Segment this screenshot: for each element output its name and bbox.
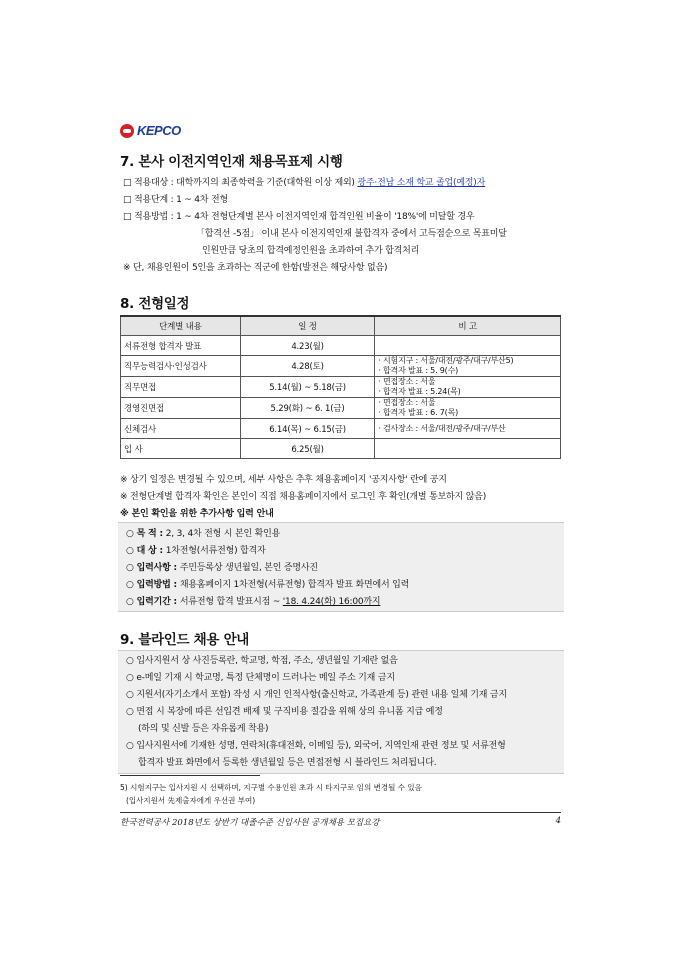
table-row — [121, 439, 561, 459]
section-8-title: 8. 전형일정 — [120, 296, 190, 312]
note-cell — [375, 356, 561, 377]
date-cell: 5.14(월) ~ 5.18(금) — [240, 377, 375, 398]
kepco-logo-icon — [120, 124, 134, 138]
schedule-table — [120, 315, 561, 459]
sec7-line-method: □ 적용방법 : 1 ~ 4차 전형단계별 본사 이전지역인재 합격인원 비율이 '18%'에 미달할 경우 — [123, 212, 475, 222]
sec8-note-1: ※ 상기 일정은 변경될 수 있으며, 세부 사항은 추후 채용홈페이지 '공지사항' 란에 공지 — [120, 475, 447, 485]
sec7-target-label: □ 적용대상 : 대학까지의 최종학력을 기준(대학원 이상 제외) — [123, 178, 358, 188]
section-7-title: 7. 본사 이전지역인재 채용목표제 시행 — [120, 154, 343, 170]
stage-cell: 입 사 — [121, 439, 241, 459]
sec7-line-method-2: 「합격선 -5점」 이내 본사 이전지역인재 불합격자 중에서 고득점순으로 목표미달 — [196, 229, 507, 239]
stage-cell: 신체검사 — [121, 419, 241, 439]
box-label: ○ 대 상 : — [126, 546, 166, 556]
date-cell: 6.14(목) ~ 6.15(금) — [240, 419, 375, 439]
stage-cell: 직무면접 — [121, 377, 241, 398]
blind-line: ○ 입사지원서에 기재한 성명, 연락처(휴대전화, 이메일 등), 외국어, 지역인재 관련 정보 및 서류전형 — [126, 741, 506, 751]
footnote-rule — [120, 775, 260, 776]
table-row — [121, 356, 561, 377]
box-line-target — [126, 545, 266, 557]
box-deadline: '18. 4.24(화) 16:00까지 — [282, 597, 381, 607]
box-line-purpose — [126, 528, 280, 540]
note-line: · 면접장소 : 서울 — [378, 398, 436, 407]
box-label: ○ 입력기간 : — [126, 597, 180, 607]
stage-cell: 경영진면접 — [121, 398, 241, 419]
table-row — [121, 419, 561, 439]
header-note: 비 고 — [375, 316, 561, 336]
box-label: ○ 목 적 : — [126, 529, 166, 539]
note-line: · 합격자 발표 : 5. 9(수) — [378, 366, 459, 375]
box-label: ○ 입력방법 : — [126, 580, 180, 590]
box-text: 2, 3, 4차 전형 시 본인 확인용 — [165, 529, 281, 539]
blind-line: (하의 및 신발 등은 자유롭게 착용) — [138, 724, 269, 734]
note-cell — [375, 439, 561, 459]
box-text: 서류전형 합격 발표시점 ~ — [179, 597, 283, 607]
box-label: ○ 입력사항 : — [126, 563, 180, 573]
footer-title: 한국전력공사 2018년도 상반기 대졸수준 신입사원 공개채용 모집요강 — [120, 818, 380, 828]
box-line-period — [126, 596, 380, 608]
note-cell — [375, 377, 561, 398]
date-cell: 4.23(월) — [240, 336, 375, 356]
logo-text: KEPCO — [137, 123, 181, 138]
section-9-title: 9. 블라인드 채용 안내 — [120, 632, 250, 648]
note-line: · 면접장소 : 서울 — [378, 377, 436, 386]
date-cell: 4.28(토) — [240, 356, 375, 377]
box-text: 1차전형(서류전형) 합격자 — [165, 546, 266, 556]
box-text: 주민등록상 생년월일, 본인 증명사진 — [179, 563, 318, 573]
header-stage: 단계별 내용 — [121, 316, 241, 336]
footer-rule — [120, 812, 561, 813]
blind-line: ○ e-메일 기재 시 학교명, 특정 단체명이 드러나는 메일 주소 기재 금지 — [126, 673, 395, 683]
note-cell — [375, 336, 561, 356]
sec8-note-2: ※ 전형단계별 합격자 확인은 본인이 직접 채용홈페이지에서 로그인 후 확인(개별 통보하지 않음) — [120, 492, 487, 502]
table-row — [121, 398, 561, 419]
sec7-line-target — [123, 177, 485, 189]
page-footer — [120, 816, 561, 828]
note-line: · 시험지구 : 서울/대전/광주/대구/부산5) — [378, 356, 514, 365]
header-date: 일 정 — [240, 316, 375, 336]
note-line: · 합격자 발표 : 5.24(목) — [378, 387, 461, 396]
table-row — [121, 377, 561, 398]
date-cell: 6.25(월) — [240, 439, 375, 459]
note-line: · 합격자 발표 : 6. 7(목) — [378, 408, 459, 417]
table-header-row — [121, 316, 561, 336]
sec8-note-3: ※ 본인 확인을 위한 추가사항 입력 안내 — [120, 509, 274, 519]
sec7-target-highlight: 광주·전남 소재 학교 졸업(예정)자 — [357, 178, 486, 188]
footnote-1: 5) 시험지구는 입사지원 시 선택하며, 지구별 수용인원 초과 시 타지구로 임의 변경될 수 있음 — [120, 783, 422, 792]
blind-line: ○ 면접 시 복장에 따른 선입견 배제 및 구직비용 절감을 위해 상의 유니폼 지급 예정 — [126, 707, 443, 717]
note-cell — [375, 398, 561, 419]
sec7-line-method-3: 인원만큼 당초의 합격예정인원을 초과하여 추가 합격처리 — [202, 246, 420, 256]
stage-cell: 서류전형 합격자 발표 — [121, 336, 241, 356]
stage-cell: 직무능력검사·인성검사 — [121, 356, 241, 377]
box-line-method — [126, 579, 409, 591]
blind-line: ○ 지원서(자기소개서 포함) 작성 시 개인 인적사항(출신학교, 가족관계 등) 관련 내용 일체 기재 금지 — [126, 690, 507, 700]
kepco-logo — [120, 123, 181, 138]
blind-line: ○ 입사지원서 상 사진등록란, 학교명, 학점, 주소, 생년월일 기재란 없음 — [126, 656, 398, 666]
page-number: 4 — [555, 816, 561, 826]
date-cell: 5.29(화) ~ 6. 1(금) — [240, 398, 375, 419]
sec7-line-stage: □ 적용단계 : 1 ~ 4차 전형 — [123, 195, 228, 205]
box-line-items — [126, 562, 318, 574]
table-row — [121, 336, 561, 356]
footnote-2: (입사지원서 先제출자에게 우선권 부여) — [126, 796, 256, 805]
box-text: 채용홈페이지 1차전형(서류전형) 합격자 발표 화면에서 입력 — [179, 580, 410, 590]
blind-line: 합격자 발표 화면에서 등록한 생년월일 등은 면접전형 시 블라인드 처리됩니다. — [138, 758, 437, 768]
note-cell: · 검사장소 : 서울/대전/광주/대구/부산 — [375, 419, 561, 439]
sec7-note: ※ 단, 채용인원이 5인을 초과하는 직군에 한함(발전은 해당사항 없음) — [123, 263, 388, 273]
